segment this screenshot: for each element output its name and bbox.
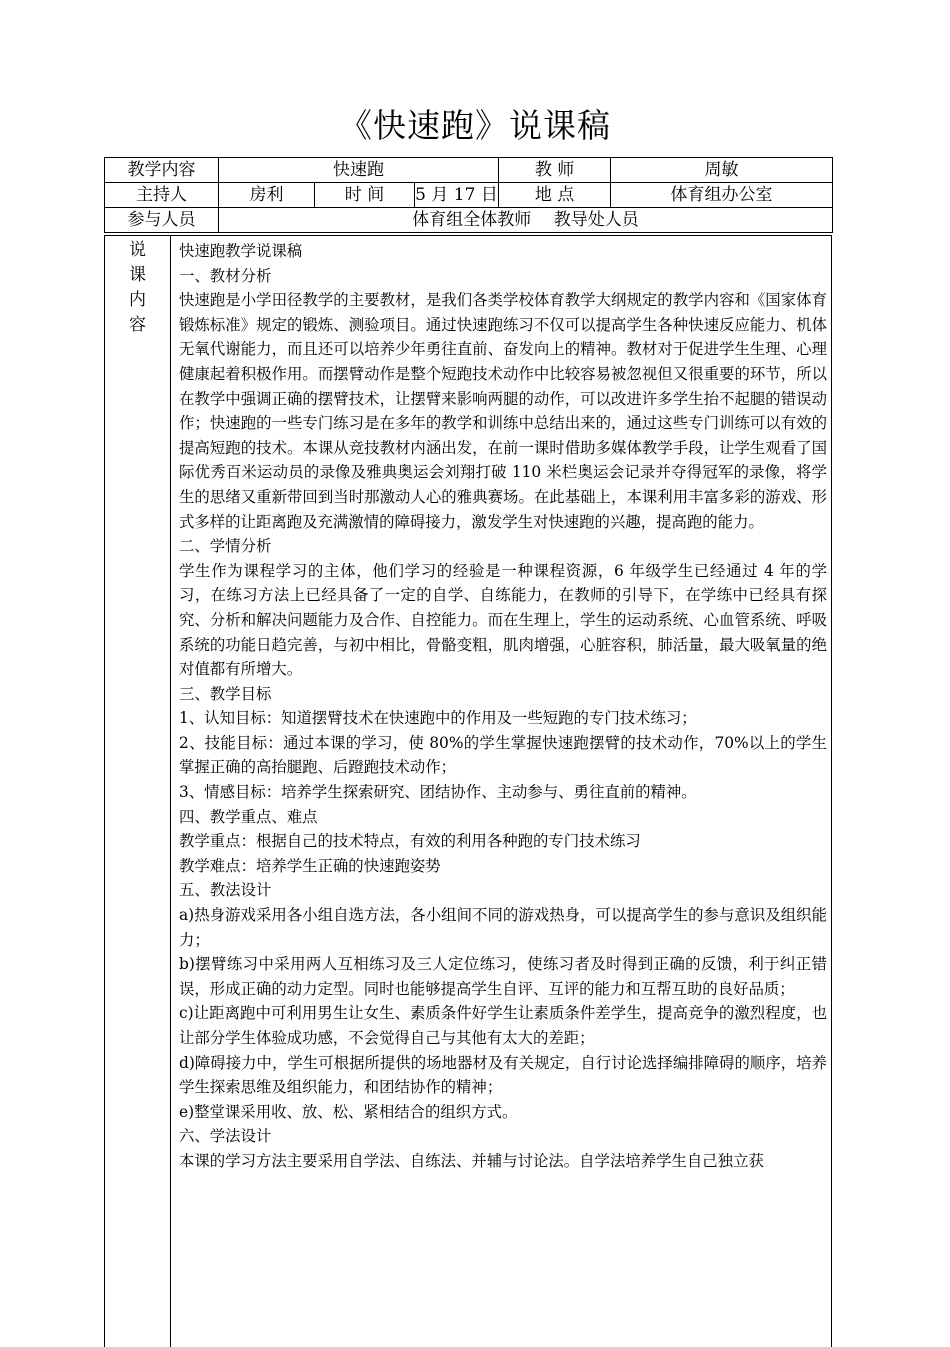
paragraph: 快速跑是小学田径教学的主要教材，是我们各类学校体育教学大纲规定的教学内容和《国家体育锻炼标准》规定的锻炼、测验项目。通过快速跑练习不仅可以提高学生各种快速反应能力、机体无氧代谢能力，而且还可以培养少年勇往直前、奋发向上的精神。教材对于促进学生生理、心理健康起着积极作用。而摆臂动作是整个短跑技术动作中比较容易被忽视但又很重要的环节，所以在教学中强调正确的摆臂技术，让摆臂来影响两腿的动作，可以改进许多学生抬不起腿的错误动作；快速跑的一些专门练习是在多年的教学和训练中总结出来的，通过这些专门训练可以有效的提高短跑的技术。本课从竞技教材内涵出发，在前一课时借助多媒体教学手段，让学生观看了国际优秀百米运动员的录像及雅典奥运会刘翔打破 110 米栏奥运会记录并夺得冠军的录像，将学生的思绪又重新带回到当时那激动人心的雅典赛场。在此基础上，本课利用丰富多彩的游戏、形式多样的让距离跑及充满激情的障碍接力，激发学生对快速跑的兴趣，提高跑的能力。 [179,291,827,531]
value-host: 房利 [219,183,315,208]
paragraph: 学生作为课程学习的主体，他们学习的经验是一种课程资源，6 年级学生已经通过 4 年的学习，在练习方法上已经具备了一定的自学、自练能力，在教师的引导下，在学练中已经具有探究、分析和解决问题能力及合作、自控能力。而在生理上，学生的运动系统、心血管系统、呼吸系统的功能日趋完善，与初中相比，骨骼变粗，肌肉增强，心脏容积，肺活量，最大吸氧量的绝对值都有所增大。 [179,561,827,679]
side-char: 说 [129,240,146,260]
value-time: 5 月 17 日 [415,183,499,208]
goal-line: 2、技能目标：通过本课的学习，使 80%的学生掌握快速跑摆臂的技术动作，70%以上的学生掌握正确的高抬腿跑、后蹬跑技术动作； [179,733,827,777]
value-content: 快速跑 [219,158,499,183]
label-participants: 参与人员 [105,208,219,233]
section-heading: 四、教学重点、难点 [179,807,318,826]
goal-line: 1、认知目标：知道摆臂技术在快速跑中的作用及一些短跑的专门技术练习； [179,709,697,728]
value-participants: 体育组全体教师 教导处人员 [219,208,833,233]
list-item [179,1100,827,1125]
lesson-body-text [179,239,827,1174]
info-row-host [105,183,833,208]
lesson-info-table [104,157,833,233]
list-item-tag: b) [179,955,195,974]
side-char: 容 [129,315,146,335]
label-time: 时 间 [315,183,415,208]
label-place: 地 点 [499,183,611,208]
list-item [179,1051,827,1100]
section-heading: 二、学情分析 [179,537,272,556]
difficult-point: 教学难点：培养学生正确的快速跑姿势 [179,856,441,875]
intro-line: 快速跑教学说课稿 [179,242,303,260]
info-row-participants [105,208,833,233]
lesson-content-section [104,235,832,1347]
list-item-tag: c) [179,1004,194,1023]
goal-line: 3、情感目标：培养学生探索研究、团结协作、主动参与、勇往直前的精神。 [179,783,697,802]
list-item-tag: e) [179,1102,195,1121]
side-char: 课 [129,265,146,285]
list-item-text: 摆臂练习中采用两人互相练习及三人定位练习，使练习者及时得到正确的反馈，利于纠正错误，形成正确的动力定型。同时也能够提高学生自评、互评的能力和互帮互助的良好品质； [179,955,827,998]
label-host: 主持人 [105,183,219,208]
key-point: 教学重点：根据自己的技术特点，有效的利用各种跑的专门技术练习 [179,832,641,851]
side-label [105,236,171,1347]
info-row-content [105,158,833,183]
section-heading: 一、教材分析 [179,266,272,285]
list-item [179,1001,827,1050]
list-item-text: 障碍接力中，学生可根据所提供的场地器材及有关规定，自行讨论选择编排障碍的顺序，培养学生探索思维及组织能力，和团结协作的精神； [179,1053,827,1097]
section-heading: 五、教法设计 [179,881,272,900]
label-content: 教学内容 [105,158,219,183]
paragraph: 本课的学习方法主要采用自学法、自练法、并辅与讨论法。自学法培养学生自己独立获 [179,1151,764,1170]
list-item-text: 热身游戏采用各小组自选方法，各小组间不同的游戏热身，可以提高学生的参与意识及组织能力； [179,906,827,949]
section-heading: 六、学法设计 [179,1127,272,1146]
value-teacher: 周敏 [611,158,833,183]
list-item-tag: a) [179,906,195,925]
document-title: 《快速跑》说课稿 [339,106,611,145]
list-item [179,903,827,952]
section-heading: 三、教学目标 [179,684,272,703]
side-char: 内 [129,290,146,310]
list-item-text: 让距离跑中可利用男生让女生、素质条件好学生让素质条件差学生，提高竞争的激烈程度，也让部分学生体验成功感，不会觉得自己与其他有太大的差距； [179,1004,827,1047]
list-item-text: 整堂课采用收、放、松、紧相结合的组织方式。 [194,1102,518,1121]
list-item [179,952,827,1001]
list-item-tag: d) [179,1053,195,1072]
value-place: 体育组办公室 [611,183,833,208]
label-teacher: 教 师 [499,158,611,183]
